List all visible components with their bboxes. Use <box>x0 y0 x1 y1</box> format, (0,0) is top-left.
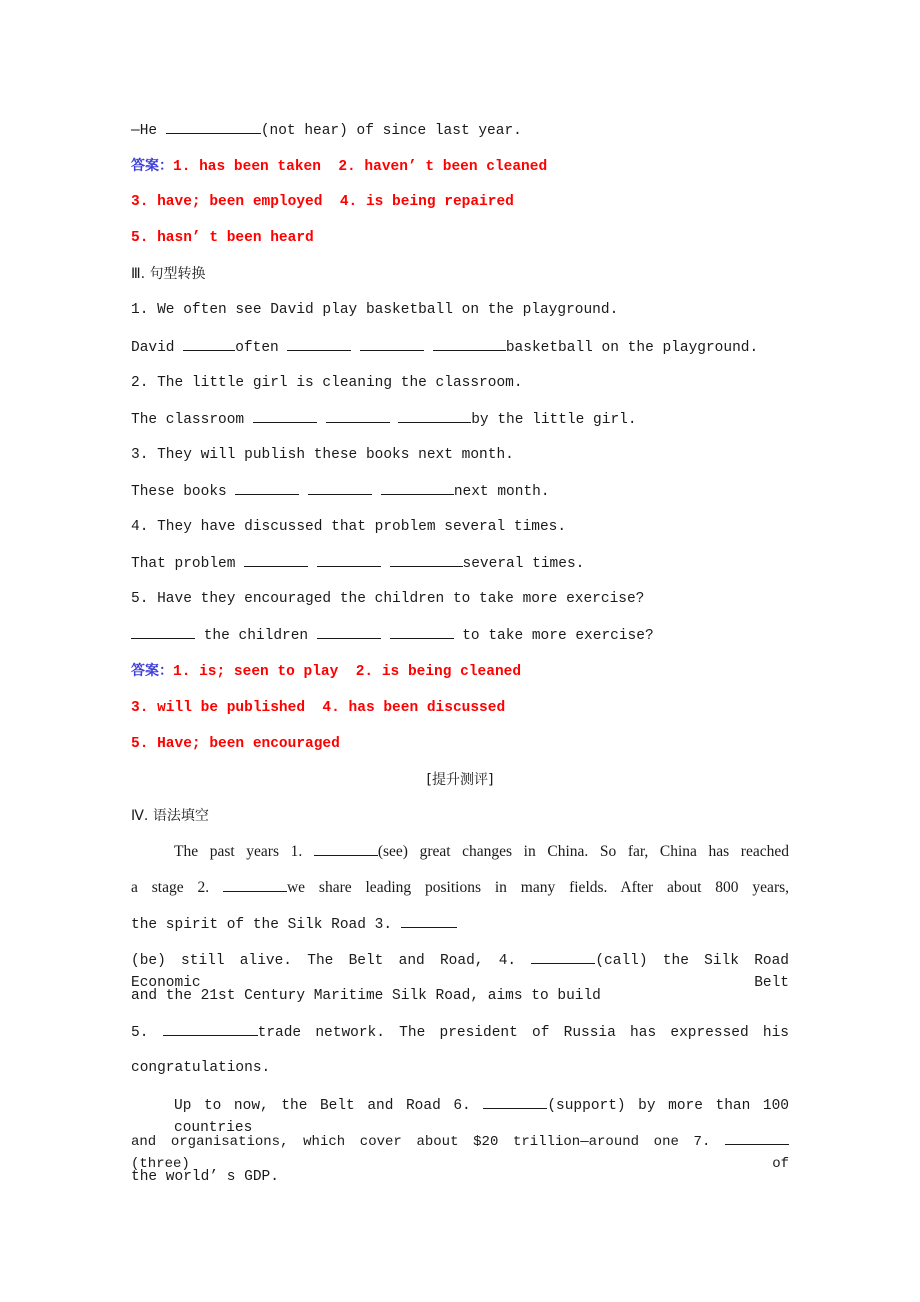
answer-line <box>131 191 789 227</box>
fill-blank[interactable] <box>308 480 372 495</box>
text-segment: the spirit of the Silk Road 3. <box>131 917 401 934</box>
text-segment: we share leading positions in many fields. After about 800 years, <box>286 878 790 896</box>
fill-blank[interactable] <box>433 336 506 351</box>
fill-blank[interactable] <box>314 841 378 856</box>
fill-blank[interactable] <box>725 1130 789 1145</box>
text-segment: trade network. The president of Russia has expressed his <box>257 1025 790 1042</box>
answer-text: 5. Have; been encouraged <box>131 735 340 752</box>
fill-blank[interactable] <box>131 624 195 639</box>
text-segment <box>372 484 381 500</box>
text-segment: by the little girl. <box>471 411 637 428</box>
text-segment <box>381 628 390 644</box>
text-segment: These books <box>131 483 236 500</box>
fill-blank[interactable] <box>163 1021 258 1036</box>
passage-line <box>131 913 789 949</box>
original-sentence: 2. The little girl is cleaning the classroom. <box>131 374 523 391</box>
text-segment: The classroom <box>131 411 253 428</box>
text-segment: basketball on the playground. <box>505 339 759 356</box>
original-sentence: 3. They will publish these books next month. <box>131 446 514 463</box>
section-heading: Ⅳ. 语法填空 <box>131 807 209 824</box>
text-segment: (call) the Silk Road Economic Belt <box>131 953 789 992</box>
text-segment <box>317 412 326 428</box>
fill-blank[interactable] <box>483 1094 547 1109</box>
answer-line <box>131 227 789 263</box>
text-segment <box>381 556 390 572</box>
passage-line: the world’ s GDP. <box>131 1168 279 1185</box>
section-title: [提升测评] <box>426 771 494 788</box>
fill-blank[interactable] <box>390 624 454 639</box>
text-segment: The past years 1. <box>174 842 314 860</box>
original-sentence: 4. They have discussed that problem several times. <box>131 519 567 536</box>
text-segment <box>424 340 433 356</box>
passage-line: and the 21st Century Maritime Silk Road, aims to build <box>131 988 601 1005</box>
answer-label: 答案： <box>131 663 173 680</box>
passage-line: congratulations. <box>131 1060 271 1077</box>
passage-line <box>131 877 789 913</box>
rewrite-sentence <box>131 336 789 372</box>
text-segment: and organisations, which cover about $20 trillion—around one 7. <box>131 1133 725 1150</box>
rewrite-sentence <box>131 624 789 660</box>
answer-text: 5. hasn’ t been heard <box>131 230 314 247</box>
fill-blank[interactable] <box>287 336 351 351</box>
passage-line <box>131 949 789 992</box>
text-segment: a stage 2. <box>131 878 223 896</box>
fill-blank[interactable] <box>253 408 317 423</box>
text-segment: (support) by more than 100 countries <box>174 1097 789 1136</box>
text-segment: David <box>131 339 184 356</box>
text-segment: (see) great changes in China. So far, China has reached <box>377 842 789 860</box>
fill-blank[interactable] <box>317 552 381 567</box>
document-page <box>131 119 789 1202</box>
answer-line <box>131 697 789 733</box>
answer-text: 1. has been taken 2. haven’ t been cleaned <box>173 159 548 176</box>
fill-blank[interactable] <box>326 408 390 423</box>
fill-blank[interactable] <box>381 480 454 495</box>
passage-line <box>131 1021 789 1057</box>
passage-line <box>131 841 789 877</box>
text-segment: (three) of <box>131 1155 789 1172</box>
section-heading: Ⅲ. 句型转换 <box>131 266 206 283</box>
exercise-line-q5 <box>131 119 789 155</box>
answer-text: 3. will be published 4. has been discussed <box>131 699 506 716</box>
text-segment: several times. <box>462 556 585 573</box>
fill-blank[interactable] <box>223 877 287 892</box>
text-segment <box>351 340 360 356</box>
answer-text: 1. is; seen to play 2. is being cleaned <box>173 664 522 681</box>
fill-blank[interactable] <box>390 552 463 567</box>
text-segment: the children <box>195 628 317 645</box>
fill-blank[interactable] <box>398 408 471 423</box>
text-segment: That problem <box>131 556 245 573</box>
answer-line <box>131 733 789 769</box>
rewrite-sentence <box>131 552 789 588</box>
text-segment: often <box>235 339 288 356</box>
original-sentence: 1. We often see David play basketball on the playground. <box>131 302 619 319</box>
answer-label: 答案： <box>131 158 173 175</box>
fill-blank[interactable] <box>317 624 381 639</box>
passage-line <box>131 1094 789 1136</box>
fill-blank[interactable] <box>531 949 595 964</box>
rewrite-sentence <box>131 480 789 516</box>
answer-line <box>131 155 789 191</box>
line-suffix: (not hear) of since last year. <box>260 123 522 139</box>
answer-line <box>131 660 789 696</box>
text-segment <box>299 484 308 500</box>
fill-blank[interactable] <box>360 336 424 351</box>
fill-blank[interactable] <box>401 913 457 928</box>
text-segment: next month. <box>453 483 550 500</box>
fill-blank[interactable] <box>244 552 308 567</box>
passage-line <box>131 1130 789 1172</box>
line-prefix: —He <box>131 123 166 139</box>
rewrite-sentence <box>131 408 789 444</box>
text-segment <box>308 556 317 572</box>
fill-blank[interactable] <box>166 119 261 134</box>
text-segment: 5. <box>131 1025 163 1042</box>
text-segment: Up to now, the Belt and Road 6. <box>174 1097 484 1114</box>
text-segment <box>390 412 399 428</box>
text-segment: (be) still alive. The Belt and Road, 4. <box>131 953 532 970</box>
fill-blank[interactable] <box>235 480 299 495</box>
text-segment: to take more exercise? <box>453 628 654 645</box>
answer-text: 3. have; been employed 4. is being repaired <box>131 194 514 211</box>
fill-blank[interactable] <box>183 336 235 351</box>
original-sentence: 5. Have they encouraged the children to take more exercise? <box>131 591 645 608</box>
